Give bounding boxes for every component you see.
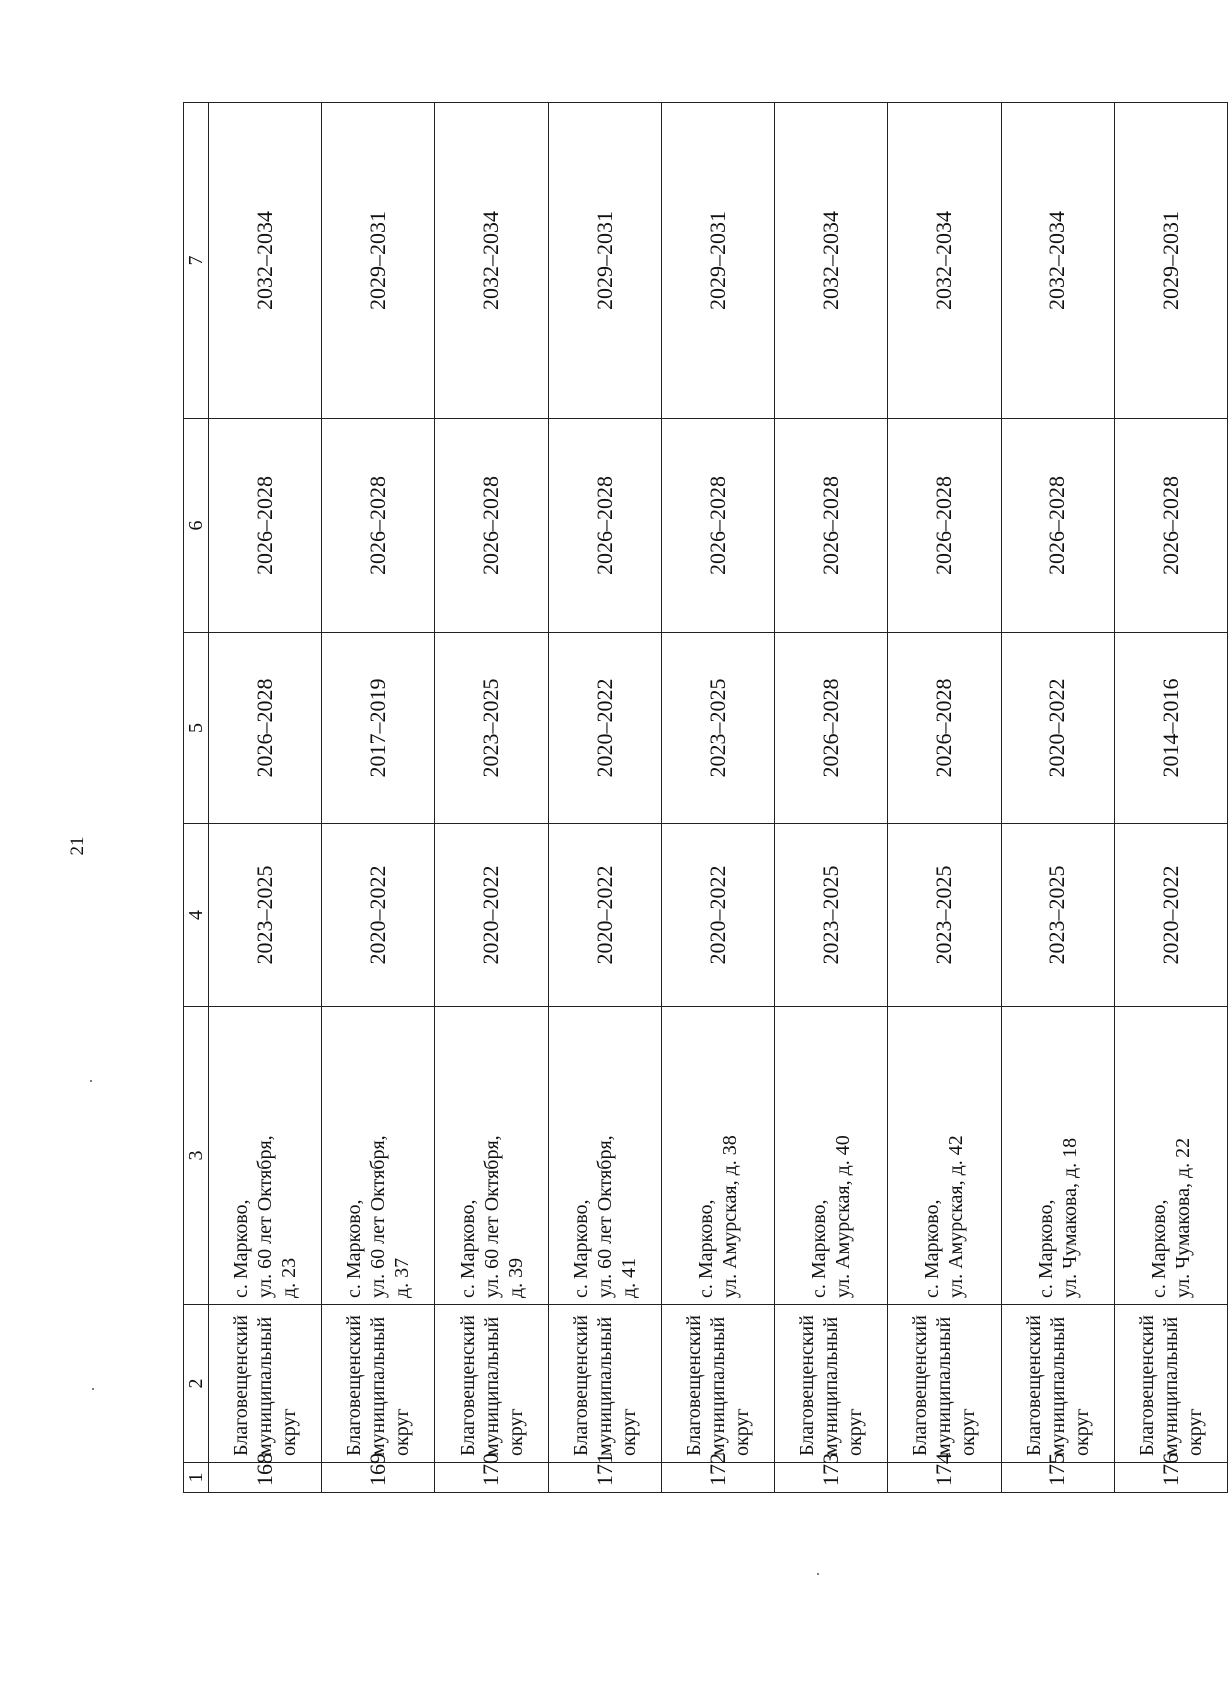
district-line: округ (391, 1408, 414, 1456)
period-cell-c7: 2032–2034 (888, 103, 1001, 419)
schedule-table (183, 102, 1228, 1493)
table-row (548, 103, 661, 1493)
period-cell-c5: 2023–2025 (661, 633, 774, 824)
district-cell (775, 1305, 888, 1463)
address-line: с. Марково, (921, 1199, 944, 1298)
address-line: с. Марково, (230, 1199, 253, 1298)
table-row (209, 103, 322, 1493)
period-cell-c6: 2026–2028 (1001, 419, 1114, 633)
address-cell (1001, 1007, 1114, 1305)
district-cell (435, 1305, 548, 1463)
header-row (184, 103, 209, 1493)
district-line: Благовещенский (569, 1315, 592, 1456)
address-cell (322, 1007, 435, 1305)
period-cell-c7: 2029–2031 (1114, 103, 1227, 419)
district-line: Благовещенский (230, 1315, 253, 1456)
table-row (1001, 103, 1114, 1493)
period-cell-c7: 2032–2034 (1001, 103, 1114, 419)
district-line: муниципальный (706, 1316, 729, 1456)
address-line: ул. Чумакова, д. 18 (1058, 1137, 1081, 1298)
district-line: муниципальный (593, 1316, 616, 1456)
district-line: муниципальный (820, 1316, 843, 1456)
row-number: 174 (888, 1463, 1001, 1493)
scan-speck (92, 1388, 94, 1390)
district-cell (1114, 1305, 1227, 1463)
district-line: Благовещенский (909, 1315, 932, 1456)
period-cell-c6: 2026–2028 (661, 419, 774, 633)
period-cell-c7: 2029–2031 (661, 103, 774, 419)
table-row (888, 103, 1001, 1493)
district-line: муниципальный (367, 1316, 390, 1456)
period-cell-c6: 2026–2028 (322, 419, 435, 633)
table-row (775, 103, 888, 1493)
table-row (435, 103, 548, 1493)
column-header: 5 (184, 633, 209, 824)
column-header: 2 (184, 1305, 209, 1463)
table-row (661, 103, 774, 1493)
address-line: ул. 60 лет Октября, (254, 1135, 277, 1298)
district-line: округ (504, 1408, 527, 1456)
address-cell (661, 1007, 774, 1305)
district-line: округ (1070, 1408, 1093, 1456)
row-number: 171 (548, 1463, 661, 1493)
period-cell-c4: 2020–2022 (548, 824, 661, 1007)
address-line: д. 41 (617, 1257, 640, 1298)
column-header: 6 (184, 419, 209, 633)
address-line: с. Марково, (456, 1199, 479, 1298)
address-cell (1114, 1007, 1227, 1305)
row-number: 176 (1114, 1463, 1227, 1493)
period-cell-c6: 2026–2028 (775, 419, 888, 633)
address-line: с. Марково, (569, 1199, 592, 1298)
period-cell-c6: 2026–2028 (209, 419, 322, 633)
district-cell (548, 1305, 661, 1463)
period-cell-c5: 2023–2025 (435, 633, 548, 824)
address-line: с. Марково, (343, 1199, 366, 1298)
period-cell-c7: 2029–2031 (548, 103, 661, 419)
row-number: 173 (775, 1463, 888, 1493)
address-cell (888, 1007, 1001, 1305)
district-line: муниципальный (254, 1316, 277, 1456)
row-number: 175 (1001, 1463, 1114, 1493)
row-number: 172 (661, 1463, 774, 1493)
table-container (183, 103, 1228, 1493)
scan-speck (817, 1573, 819, 1575)
address-line: ул. Амурская, д. 40 (832, 1135, 855, 1298)
row-number: 168 (209, 1463, 322, 1493)
period-cell-c4: 2023–2025 (1001, 824, 1114, 1007)
address-line: д. 39 (504, 1257, 527, 1298)
period-cell-c4: 2023–2025 (775, 824, 888, 1007)
period-cell-c6: 2026–2028 (435, 419, 548, 633)
district-line: округ (1183, 1408, 1206, 1456)
period-cell-c5: 2014–2016 (1114, 633, 1227, 824)
period-cell-c6: 2026–2028 (1114, 419, 1227, 633)
period-cell-c5: 2026–2028 (888, 633, 1001, 824)
table-row (1114, 103, 1227, 1493)
district-cell (209, 1305, 322, 1463)
district-line: Благовещенский (1022, 1315, 1045, 1456)
district-cell (1001, 1305, 1114, 1463)
period-cell-c7: 2032–2034 (209, 103, 322, 419)
district-line: Благовещенский (682, 1315, 705, 1456)
address-cell (209, 1007, 322, 1305)
address-line: с. Марково, (1147, 1199, 1170, 1298)
district-line: округ (844, 1408, 867, 1456)
address-line: д. 37 (391, 1257, 414, 1298)
address-cell (548, 1007, 661, 1305)
district-cell (888, 1305, 1001, 1463)
address-line: д. 23 (278, 1257, 301, 1298)
address-line: ул. 60 лет Октября, (593, 1135, 616, 1298)
period-cell-c4: 2020–2022 (1114, 824, 1227, 1007)
column-header: 3 (184, 1007, 209, 1305)
period-cell-c6: 2026–2028 (548, 419, 661, 633)
address-cell (775, 1007, 888, 1305)
address-line: ул. Амурская, д. 42 (945, 1135, 968, 1298)
address-line: ул. Чумакова, д. 22 (1171, 1137, 1194, 1298)
column-header: 7 (184, 103, 209, 419)
district-line: муниципальный (1159, 1316, 1182, 1456)
district-line: Благовещенский (343, 1315, 366, 1456)
district-line: муниципальный (480, 1316, 503, 1456)
table-row (322, 103, 435, 1493)
district-line: муниципальный (1046, 1316, 1069, 1456)
district-line: округ (957, 1408, 980, 1456)
page-number: 21 (67, 836, 88, 856)
period-cell-c5: 2026–2028 (775, 633, 888, 824)
address-line: ул. Амурская, д. 38 (718, 1135, 741, 1298)
district-line: Благовещенский (1135, 1315, 1158, 1456)
district-line: муниципальный (933, 1316, 956, 1456)
district-line: округ (617, 1408, 640, 1456)
district-line: округ (730, 1408, 753, 1456)
period-cell-c4: 2020–2022 (435, 824, 548, 1007)
district-cell (661, 1305, 774, 1463)
address-line: ул. 60 лет Октября, (480, 1135, 503, 1298)
row-number: 170 (435, 1463, 548, 1493)
period-cell-c7: 2032–2034 (435, 103, 548, 419)
rotated-table-frame (183, 103, 1228, 1493)
scan-speck (90, 1080, 92, 1082)
period-cell-c5: 2020–2022 (548, 633, 661, 824)
period-cell-c7: 2029–2031 (322, 103, 435, 419)
district-line: Благовещенский (796, 1315, 819, 1456)
period-cell-c7: 2032–2034 (775, 103, 888, 419)
address-line: с. Марково, (808, 1199, 831, 1298)
period-cell-c5: 2017–2019 (322, 633, 435, 824)
column-header: 4 (184, 824, 209, 1007)
period-cell-c4: 2020–2022 (661, 824, 774, 1007)
district-line: Благовещенский (456, 1315, 479, 1456)
period-cell-c5: 2026–2028 (209, 633, 322, 824)
district-line: округ (278, 1408, 301, 1456)
address-cell (435, 1007, 548, 1305)
column-header: 1 (184, 1463, 209, 1493)
address-line: с. Марково, (1034, 1199, 1057, 1298)
address-line: ул. 60 лет Октября, (367, 1135, 390, 1298)
period-cell-c4: 2020–2022 (322, 824, 435, 1007)
period-cell-c6: 2026–2028 (888, 419, 1001, 633)
address-line: с. Марково, (694, 1199, 717, 1298)
period-cell-c5: 2020–2022 (1001, 633, 1114, 824)
period-cell-c4: 2023–2025 (888, 824, 1001, 1007)
period-cell-c4: 2023–2025 (209, 824, 322, 1007)
district-cell (322, 1305, 435, 1463)
row-number: 169 (322, 1463, 435, 1493)
